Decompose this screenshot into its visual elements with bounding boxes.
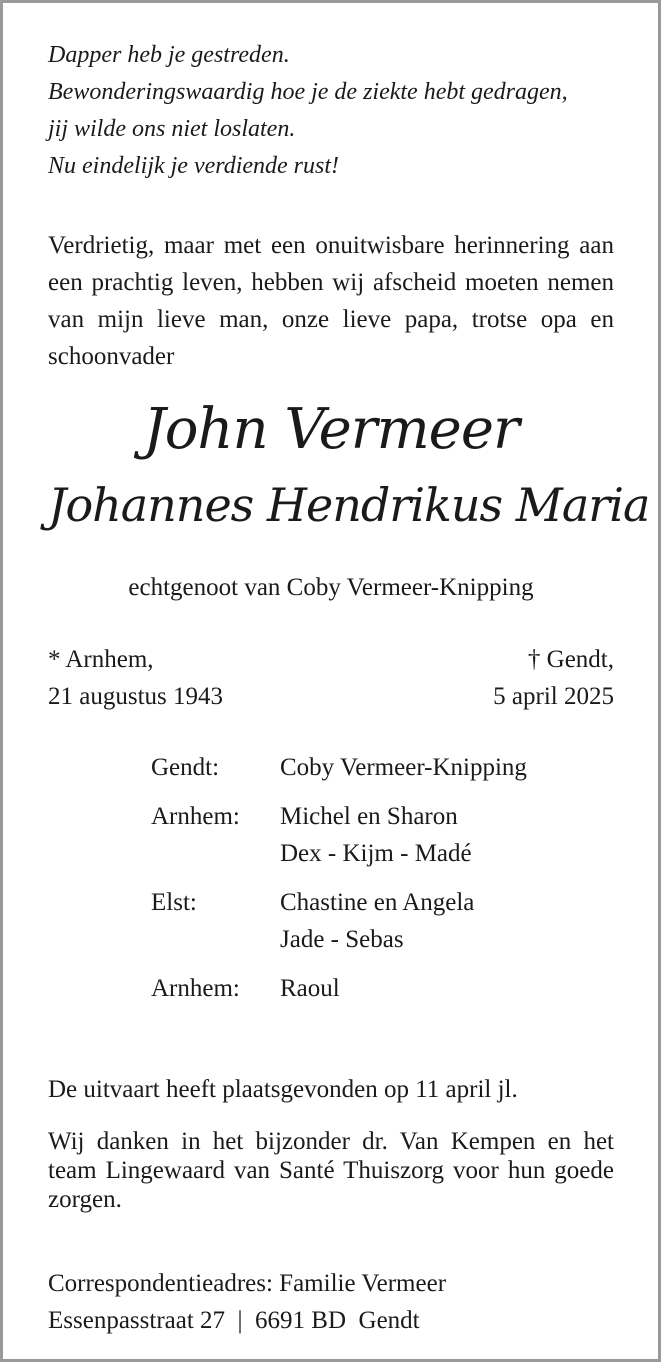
family-row <box>151 749 611 786</box>
poem-line: Nu eindelijk je verdiende rust! <box>48 153 340 179</box>
correspondence-address <box>48 1265 614 1339</box>
death-place: † Gendt, <box>527 646 614 673</box>
birth-info <box>48 641 223 715</box>
family-place: Elst: <box>151 889 197 916</box>
address-line: Correspondentieadres: Familie Vermeer <box>48 1270 447 1297</box>
poem-line: Dapper heb je gestreden. <box>48 42 290 68</box>
family-names <box>280 749 527 786</box>
family-name: Coby Vermeer-Knipping <box>280 754 527 781</box>
deceased-name: John Vermeer <box>143 397 519 462</box>
family-name: Raoul <box>280 975 340 1002</box>
family-place: Arnhem: <box>151 803 240 830</box>
death-info <box>493 641 614 715</box>
family-name: Dex - Kijm - Madé <box>280 840 472 867</box>
address-line: Essenpasstraat 27 | 6691 BD Gendt <box>48 1307 420 1334</box>
spouse-line: echtgenoot van Coby Vermeer-Knipping <box>128 574 534 601</box>
birth-place: * Arnhem, <box>48 646 154 673</box>
birth-date: 21 augustus 1943 <box>48 683 223 710</box>
family-names <box>280 884 474 958</box>
funeral-notice: De uitvaart heeft plaatsgevonden op 11 april jl. <box>48 1076 518 1103</box>
family-name: Chastine en Angela <box>280 889 475 916</box>
poem-line: jij wilde ons niet loslaten. <box>48 116 296 142</box>
family-names <box>280 970 340 1007</box>
family-row <box>151 798 611 872</box>
family-row <box>151 970 611 1007</box>
family-place: Gendt: <box>151 754 220 781</box>
intro-text: Verdrietig, maar met een onuitwisbare herinnering aan een prachtig leven, hebben wij afscheid moeten nemen van mijn lieve man, onze lieve papa, trotse opa en schoonvader <box>48 232 614 370</box>
family-list <box>151 749 611 1019</box>
family-name: Michel en Sharon <box>280 803 458 830</box>
poem <box>48 37 614 185</box>
family-name: Jade - Sebas <box>280 926 404 953</box>
family-row <box>151 884 611 958</box>
family-names <box>280 798 472 872</box>
death-date: 5 april 2025 <box>493 683 614 710</box>
thanks-text: Wij danken in het bijzonder dr. Van Kempen en het team Lingewaard van Santé Thuiszorg voor hun goede zorgen. <box>48 1128 614 1213</box>
family-place: Arnhem: <box>151 975 240 1002</box>
poem-line: Bewonderingswaardig hoe je de ziekte hebt gedragen, <box>48 79 568 105</box>
deceased-full-name: Johannes Hendrikus Maria <box>48 478 650 532</box>
